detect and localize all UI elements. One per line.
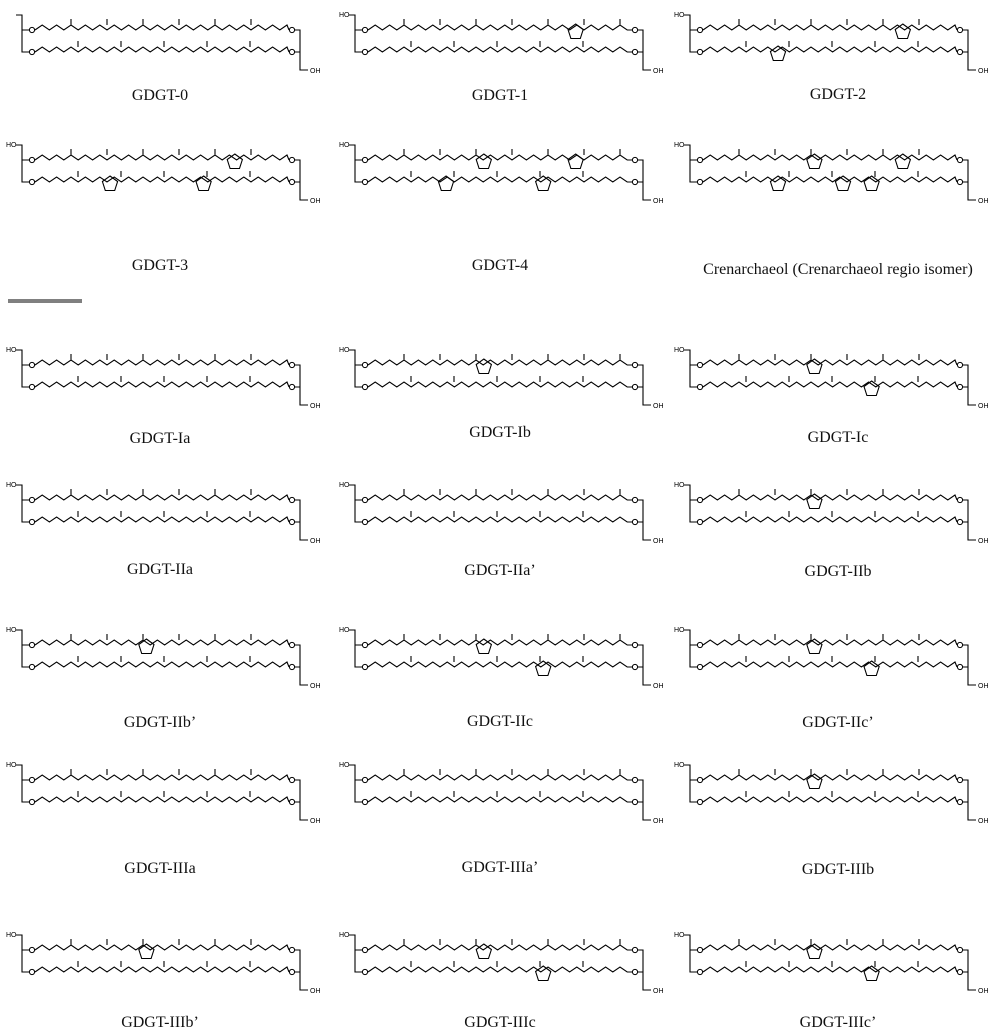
hydroxyl-left: HO [339,142,350,149]
cyclopentane-ring [536,966,551,981]
alkyl-chain-lower [703,41,957,52]
ether-oxygen [697,497,702,502]
ether-oxygen [29,179,34,184]
alkyl-chain-lower [368,961,632,972]
molecule-label: GDGT-IIb’ [123,714,197,731]
ether-oxygen [289,27,294,32]
glycerol-right [635,30,651,70]
ether-oxygen [362,27,367,32]
ether-oxygen [289,969,294,974]
glycerol-right [292,30,308,70]
ether-oxygen [362,362,367,367]
molecule-gdgt-2 [674,12,989,103]
alkyl-chain-upper [35,489,289,500]
molecule-crenarchaeol-crenarchaeol-regio-isomer- [674,142,989,278]
alkyl-chain-upper [368,19,632,30]
alkyl-chain-upper [35,769,289,780]
ether-oxygen [632,362,637,367]
molecule-label: GDGT-IIIb’ [121,1014,199,1031]
alkyl-chain-lower [35,171,289,182]
molecule-gdgt-iib [674,482,989,580]
ether-oxygen [697,27,702,32]
glycerol-right [292,365,308,405]
molecule-gdgt-iib- [6,627,321,731]
alkyl-chain-lower [703,656,957,667]
ether-oxygen [289,362,294,367]
hydroxyl-left: HO [6,142,17,149]
alkyl-chain-upper [368,489,632,500]
alkyl-chain-lower [35,791,289,802]
ether-oxygen [362,179,367,184]
ether-oxygen [697,49,702,54]
molecule-gdgt-0 [16,15,321,104]
glycerol-left [349,485,365,522]
hydroxyl-left: HO [6,482,17,489]
ether-oxygen [957,664,962,669]
alkyl-chain-upper [703,149,957,160]
alkyl-chain-upper [368,149,632,160]
ether-oxygen [697,969,702,974]
molecule-label: GDGT-IIIc’ [799,1014,877,1031]
ether-oxygen [289,497,294,502]
ether-oxygen [697,799,702,804]
molecule-label: GDGT-1 [471,87,529,104]
molecule-label: GDGT-4 [471,257,529,274]
glycerol-left [16,485,32,522]
alkyl-chain-upper [703,354,957,365]
ether-oxygen [362,947,367,952]
molecule-label: GDGT-2 [809,86,867,103]
alkyl-chain-lower [368,41,632,52]
ether-oxygen [697,642,702,647]
ether-oxygen [957,799,962,804]
ether-oxygen [29,497,34,502]
molecule-label: GDGT-IIc [466,713,534,730]
hydroxyl-left: HO [674,347,685,354]
ether-oxygen [697,664,702,669]
hydroxyl-right: OH [310,403,321,410]
molecule-gdgt-iiia [6,762,321,877]
alkyl-chain-upper [35,939,289,950]
alkyl-chain-upper [35,19,289,30]
ether-oxygen [632,664,637,669]
hydroxyl-right: OH [978,68,989,75]
alkyl-chain-upper [703,939,957,950]
hydroxyl-right: OH [653,538,664,545]
ether-oxygen [29,519,34,524]
molecule-gdgt-ib [339,347,664,441]
alkyl-chain-lower [35,376,289,387]
molecule-gdgt-iiic- [674,932,989,1031]
ether-oxygen [957,157,962,162]
glycerol-left [684,765,700,802]
glycerol-right [292,950,308,990]
glycerol-left [16,935,32,972]
ether-oxygen [957,362,962,367]
ether-oxygen [697,157,702,162]
ether-oxygen [957,777,962,782]
molecule-label: GDGT-Ib [469,424,531,441]
ether-oxygen [362,799,367,804]
hydroxyl-right: OH [310,683,321,690]
molecule-gdgt-iia [6,482,321,578]
glycerol-left [684,630,700,667]
ether-oxygen [632,384,637,389]
ether-oxygen [289,519,294,524]
hydroxyl-right: OH [653,988,664,995]
cyclopentane-ring [536,661,551,676]
molecule-gdgt-iic [339,627,664,730]
ether-oxygen [362,384,367,389]
hydroxyl-left: HO [674,932,685,939]
ether-oxygen [29,27,34,32]
glycerol-right [960,500,976,540]
hydroxyl-left: HO [339,932,350,939]
alkyl-chain-upper [35,354,289,365]
glycerol-left [684,145,700,182]
glycerol-right [960,160,976,200]
glycerol-left [349,15,365,52]
molecule-label: GDGT-IIIa [124,860,196,877]
glycerol-right [960,780,976,820]
glycerol-left [349,765,365,802]
ether-oxygen [362,777,367,782]
glycerol-right [292,500,308,540]
hydroxyl-left: HO [339,12,350,19]
hydroxyl-right: OH [310,818,321,825]
alkyl-chain-lower [368,511,632,522]
glycerol-right [960,365,976,405]
glycerol-right [960,645,976,685]
ether-oxygen [289,947,294,952]
alkyl-chain-lower [35,656,289,667]
hydroxyl-right: OH [653,68,664,75]
cyclopentane-ring [536,176,551,191]
ether-oxygen [289,157,294,162]
alkyl-chain-upper [35,634,289,645]
alkyl-chain-lower [35,961,289,972]
ether-oxygen [957,947,962,952]
glycerol-left [16,145,32,182]
hydroxyl-right: OH [978,198,989,205]
hydroxyl-left: HO [339,762,350,769]
hydroxyl-left: HO [674,142,685,149]
hydroxyl-right: OH [978,538,989,545]
ether-oxygen [632,969,637,974]
alkyl-chain-lower [703,791,957,802]
glycerol-right [292,160,308,200]
alkyl-chain-lower [35,41,289,52]
hydroxyl-right: OH [310,68,321,75]
molecule-label: GDGT-Ia [129,430,191,447]
glycerol-left [684,350,700,387]
ether-oxygen [632,497,637,502]
glycerol-right [635,645,651,685]
ether-oxygen [957,384,962,389]
hydroxyl-left: HO [6,762,17,769]
ether-oxygen [957,179,962,184]
glycerol-left [16,765,32,802]
ether-oxygen [29,947,34,952]
ether-oxygen [957,519,962,524]
ether-oxygen [362,519,367,524]
ether-oxygen [957,49,962,54]
cyclopentane-ring [895,154,910,169]
hydroxyl-right: OH [653,818,664,825]
ether-oxygen [289,799,294,804]
ether-oxygen [957,27,962,32]
ether-oxygen [289,777,294,782]
ether-oxygen [362,642,367,647]
glycerol-right [635,365,651,405]
alkyl-chain-lower [368,376,632,387]
hydroxyl-right: OH [978,403,989,410]
ether-oxygen [697,519,702,524]
hydroxyl-left: HO [6,627,17,634]
ether-oxygen [29,49,34,54]
alkyl-chain-lower [368,171,632,182]
ether-oxygen [29,664,34,669]
glycerol-right [292,780,308,820]
ether-oxygen [29,969,34,974]
glycerol-left [349,145,365,182]
ether-oxygen [632,777,637,782]
hydroxyl-right: OH [978,988,989,995]
glycerol-right [292,645,308,685]
molecule-gdgt-ia [6,347,321,447]
molecule-gdgt-iia- [339,482,664,579]
molecule-gdgt-iiib- [6,932,321,1031]
ether-oxygen [29,799,34,804]
ether-oxygen [29,642,34,647]
molecule-gdgt-iic- [674,627,989,731]
glycerol-left [349,630,365,667]
molecule-label: GDGT-IIa’ [464,562,536,579]
molecule-label: GDGT-3 [131,257,189,274]
hydroxyl-right: OH [653,198,664,205]
ether-oxygen [957,497,962,502]
molecule-label: GDGT-IIc’ [802,714,874,731]
hydroxyl-left: HO [674,762,685,769]
glycerol-right [635,780,651,820]
alkyl-chain-upper [703,489,957,500]
ether-oxygen [697,777,702,782]
molecule-gdgt-iiib [674,762,989,878]
molecule-label: GDGT-IIa [126,561,194,578]
hydroxyl-left: HO [6,347,17,354]
ether-oxygen [632,799,637,804]
molecule-gdgt-3 [6,142,321,274]
ether-oxygen [29,384,34,389]
glycerol-left [16,630,32,667]
alkyl-chain-upper [368,354,632,365]
ether-oxygen [957,969,962,974]
hydroxyl-left: HO [674,12,685,19]
hydroxyl-right: OH [310,538,321,545]
hydroxyl-right: OH [310,988,321,995]
ether-oxygen [289,179,294,184]
alkyl-chain-upper [703,634,957,645]
ether-oxygen [632,519,637,524]
alkyl-chain-upper [368,939,632,950]
glycerol-left [684,485,700,522]
molecule-label: Crenarchaeol (Crenarchaeol regio isomer) [703,261,973,278]
ether-oxygen [29,362,34,367]
ether-oxygen [29,777,34,782]
glycerol-right [635,950,651,990]
ether-oxygen [632,27,637,32]
glycerol-left [684,15,700,52]
molecule-gdgt-iiic [339,932,664,1031]
molecule-gdgt-1 [339,12,664,104]
alkyl-chain-lower [35,511,289,522]
ether-oxygen [632,49,637,54]
ether-oxygen [632,947,637,952]
molecule-label: GDGT-0 [131,87,189,104]
glycerol-right [960,950,976,990]
cyclopentane-ring [227,154,242,169]
alkyl-chain-lower [368,791,632,802]
ether-oxygen [29,157,34,162]
ether-oxygen [632,179,637,184]
ether-oxygen [362,664,367,669]
hydroxyl-right: OH [310,198,321,205]
hydroxyl-right: OH [978,683,989,690]
glycerol-right [960,30,976,70]
molecule-label: GDGT-IIb [804,563,872,580]
alkyl-chain-lower [703,171,957,182]
ether-oxygen [697,947,702,952]
cyclopentane-ring [895,24,910,39]
alkyl-chain-upper [368,634,632,645]
ether-oxygen [362,969,367,974]
ether-oxygen [289,49,294,54]
molecule-gdgt-4 [339,142,664,274]
hydroxyl-left: HO [674,627,685,634]
ether-oxygen [697,384,702,389]
ether-oxygen [697,179,702,184]
alkyl-chain-lower [703,511,957,522]
glycerol-left [349,350,365,387]
alkyl-chain-lower [703,961,957,972]
glycerol-left [16,15,32,52]
hydroxyl-right: OH [978,818,989,825]
hydroxyl-left: HO [339,627,350,634]
molecule-label: GDGT-IIIb [801,861,875,878]
molecule-label: GDGT-IIIc [464,1014,536,1031]
glycerol-left [16,350,32,387]
glycerol-left [684,935,700,972]
ether-oxygen [289,664,294,669]
ether-oxygen [289,384,294,389]
glycerol-right [635,160,651,200]
ether-oxygen [362,49,367,54]
alkyl-chain-upper [703,19,957,30]
alkyl-chain-upper [703,769,957,780]
hydroxyl-left: HO [6,932,17,939]
alkyl-chain-upper [35,149,289,160]
hydroxyl-left: HO [674,482,685,489]
ether-oxygen [362,157,367,162]
ether-oxygen [289,642,294,647]
ether-oxygen [957,642,962,647]
molecule-gdgt-ic [674,347,989,446]
hydroxyl-right: OH [653,683,664,690]
hydroxyl-right: OH [653,403,664,410]
molecule-gdgt-iiia- [339,762,664,876]
hydroxyl-left: HO [339,347,350,354]
alkyl-chain-lower [703,376,957,387]
alkyl-chain-lower [368,656,632,667]
glycerol-left [349,935,365,972]
molecule-label: GDGT-IIIa’ [461,859,539,876]
alkyl-chain-upper [368,769,632,780]
ether-oxygen [632,642,637,647]
glycerol-right [635,500,651,540]
ether-oxygen [632,157,637,162]
ether-oxygen [697,362,702,367]
molecule-label: GDGT-Ic [807,429,869,446]
hydroxyl-left: HO [339,482,350,489]
ether-oxygen [362,497,367,502]
